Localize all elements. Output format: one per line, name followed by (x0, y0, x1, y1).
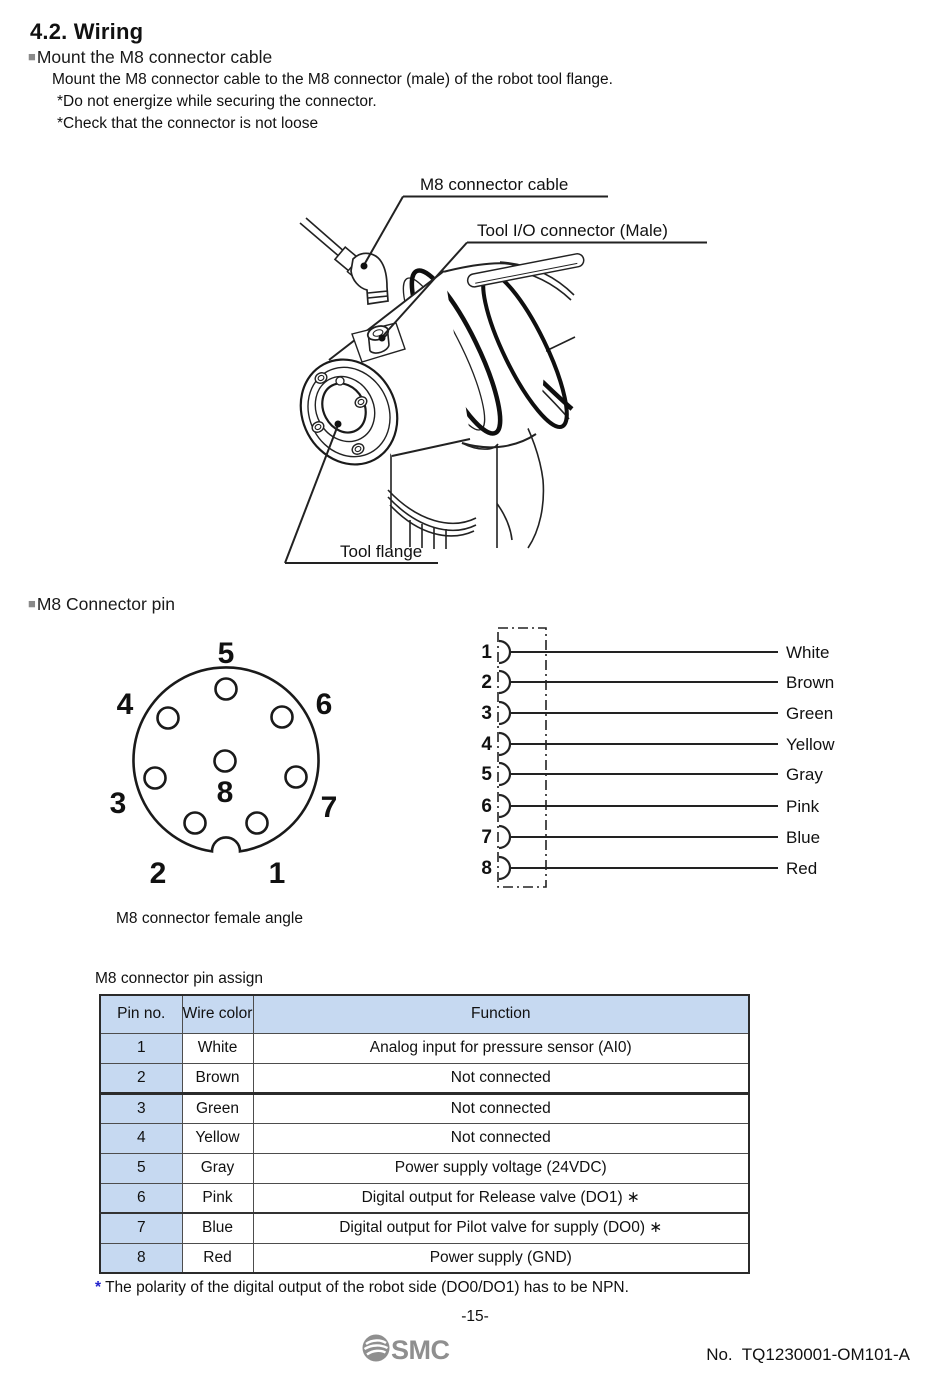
cell-pin-no: 8 (100, 1243, 182, 1273)
wire-pin-number: 8 (481, 858, 492, 879)
pin-label-5: 5 (217, 637, 235, 670)
header-pin-no: Pin no. (100, 995, 182, 1033)
connector-housing-outline (498, 628, 546, 887)
cell-function: Not connected (253, 1093, 749, 1123)
m8-connector-pin-diagram (90, 630, 370, 910)
cell-pin-no: 3 (100, 1093, 182, 1123)
cell-wire-color: White (182, 1033, 253, 1063)
square-bullet-icon: ■ (28, 596, 36, 611)
mount-note-1: *Do not energize while securing the connector. (57, 93, 377, 110)
callout-dot-cable (361, 263, 368, 270)
m8-cable-connector (300, 218, 388, 304)
table-footnote (95, 1279, 629, 1297)
wire-color-label: Yellow (786, 735, 835, 754)
robot-flange-illustration (255, 165, 735, 580)
label-tool-flange: Tool flange (340, 542, 423, 561)
table-row (100, 1153, 749, 1183)
wiring-row (481, 702, 833, 724)
pin-label-8: 8 (216, 776, 234, 809)
m8-wiring-diagram (460, 615, 950, 905)
footnote-asterisk: * (95, 1279, 102, 1296)
footnote-text: The polarity of the digital output of the robot side (DO0/DO1) has to be NPN. (105, 1279, 629, 1296)
wiring-rows (481, 641, 835, 879)
table-header-row (100, 995, 749, 1033)
wire-pin-number: 1 (481, 642, 492, 663)
wire-pin-number: 6 (481, 796, 492, 817)
wire-color-label: Brown (786, 673, 835, 692)
wire-color-label: Blue (786, 828, 821, 847)
wire-color-label: Green (786, 704, 834, 723)
cell-pin-no: 1 (100, 1033, 182, 1063)
pin-table-caption: M8 connector pin assign (95, 970, 264, 987)
pin-label-7: 7 (320, 791, 338, 824)
wire-color-label: Gray (786, 765, 823, 784)
table-row (100, 1243, 749, 1273)
cell-pin-no: 5 (100, 1153, 182, 1183)
wire-pin-number: 5 (481, 764, 492, 785)
wiring-row (481, 795, 819, 817)
smc-logo-text: SMC (391, 1335, 450, 1365)
table-row (100, 1183, 749, 1213)
wiring-row (481, 763, 823, 785)
cell-function: Digital output for Pilot valve for supply (DO0) ∗ (253, 1213, 749, 1243)
table-row (100, 1063, 749, 1093)
wire-color-label: White (786, 643, 830, 662)
cell-wire-color: Gray (182, 1153, 253, 1183)
pin-diagram-caption: M8 connector female angle (116, 910, 303, 927)
page-title: 4.2. Wiring (30, 19, 144, 44)
cell-function: Digital output for Release valve (DO1) ∗ (253, 1183, 749, 1213)
header-function: Function (253, 995, 749, 1033)
cell-wire-color: Green (182, 1093, 253, 1123)
smc-logo (360, 1331, 460, 1365)
square-bullet-icon: ■ (28, 49, 36, 64)
pin-label-4: 4 (116, 688, 134, 721)
section-pin-heading (28, 594, 175, 615)
wire-pin-number: 4 (481, 734, 492, 755)
mount-instruction: Mount the M8 connector cable to the M8 connector (male) of the robot tool flange. (52, 71, 613, 88)
pin-label-2: 2 (149, 857, 167, 890)
cell-wire-color: Red (182, 1243, 253, 1273)
cell-function: Power supply voltage (24VDC) (253, 1153, 749, 1183)
cell-wire-color: Pink (182, 1183, 253, 1213)
wiring-row (481, 641, 829, 663)
cell-pin-no: 4 (100, 1123, 182, 1153)
section-mount-heading (28, 47, 272, 68)
cell-function: Not connected (253, 1123, 749, 1153)
wiring-row (481, 826, 820, 848)
cell-function: Not connected (253, 1063, 749, 1093)
wiring-row (481, 857, 817, 879)
mount-note-2: *Check that the connector is not loose (57, 115, 319, 132)
cell-wire-color: Yellow (182, 1123, 253, 1153)
cell-pin-no: 7 (100, 1213, 182, 1243)
cell-function: Analog input for pressure sensor (AI0) (253, 1033, 749, 1063)
cell-pin-no: 2 (100, 1063, 182, 1093)
table-row (100, 1213, 749, 1243)
wiring-row (481, 671, 834, 693)
page-number: -15- (461, 1308, 489, 1325)
document-number: No. TQ1230001-OM101-A (706, 1345, 910, 1364)
label-tool-io-connector: Tool I/O connector (Male) (477, 221, 668, 240)
table-row (100, 1033, 749, 1063)
table-row (100, 1123, 749, 1153)
cell-pin-no: 6 (100, 1183, 182, 1213)
wire-pin-number: 2 (481, 672, 492, 693)
wiring-row (481, 733, 835, 755)
cell-wire-color: Brown (182, 1063, 253, 1093)
cell-function: Power supply (GND) (253, 1243, 749, 1273)
wire-pin-number: 7 (481, 827, 492, 848)
section-mount-heading-label: Mount the M8 connector cable (36, 47, 273, 67)
wire-color-label: Pink (786, 797, 820, 816)
cell-wire-color: Blue (182, 1213, 253, 1243)
pin-label-6: 6 (315, 688, 333, 721)
label-m8-connector-cable: M8 connector cable (420, 175, 569, 194)
section-pin-heading-label: M8 Connector pin (36, 594, 175, 614)
wire-color-label: Red (786, 859, 818, 878)
callout-dot-tool-io (379, 335, 386, 342)
table-row (100, 1093, 749, 1123)
wire-pin-number: 3 (481, 703, 492, 724)
callout-dot-flange (335, 421, 342, 428)
header-wire-color: Wire color (182, 995, 253, 1033)
pin-label-1: 1 (268, 857, 286, 890)
pin-assign-table (99, 994, 750, 1274)
pin-label-3: 3 (109, 787, 127, 820)
